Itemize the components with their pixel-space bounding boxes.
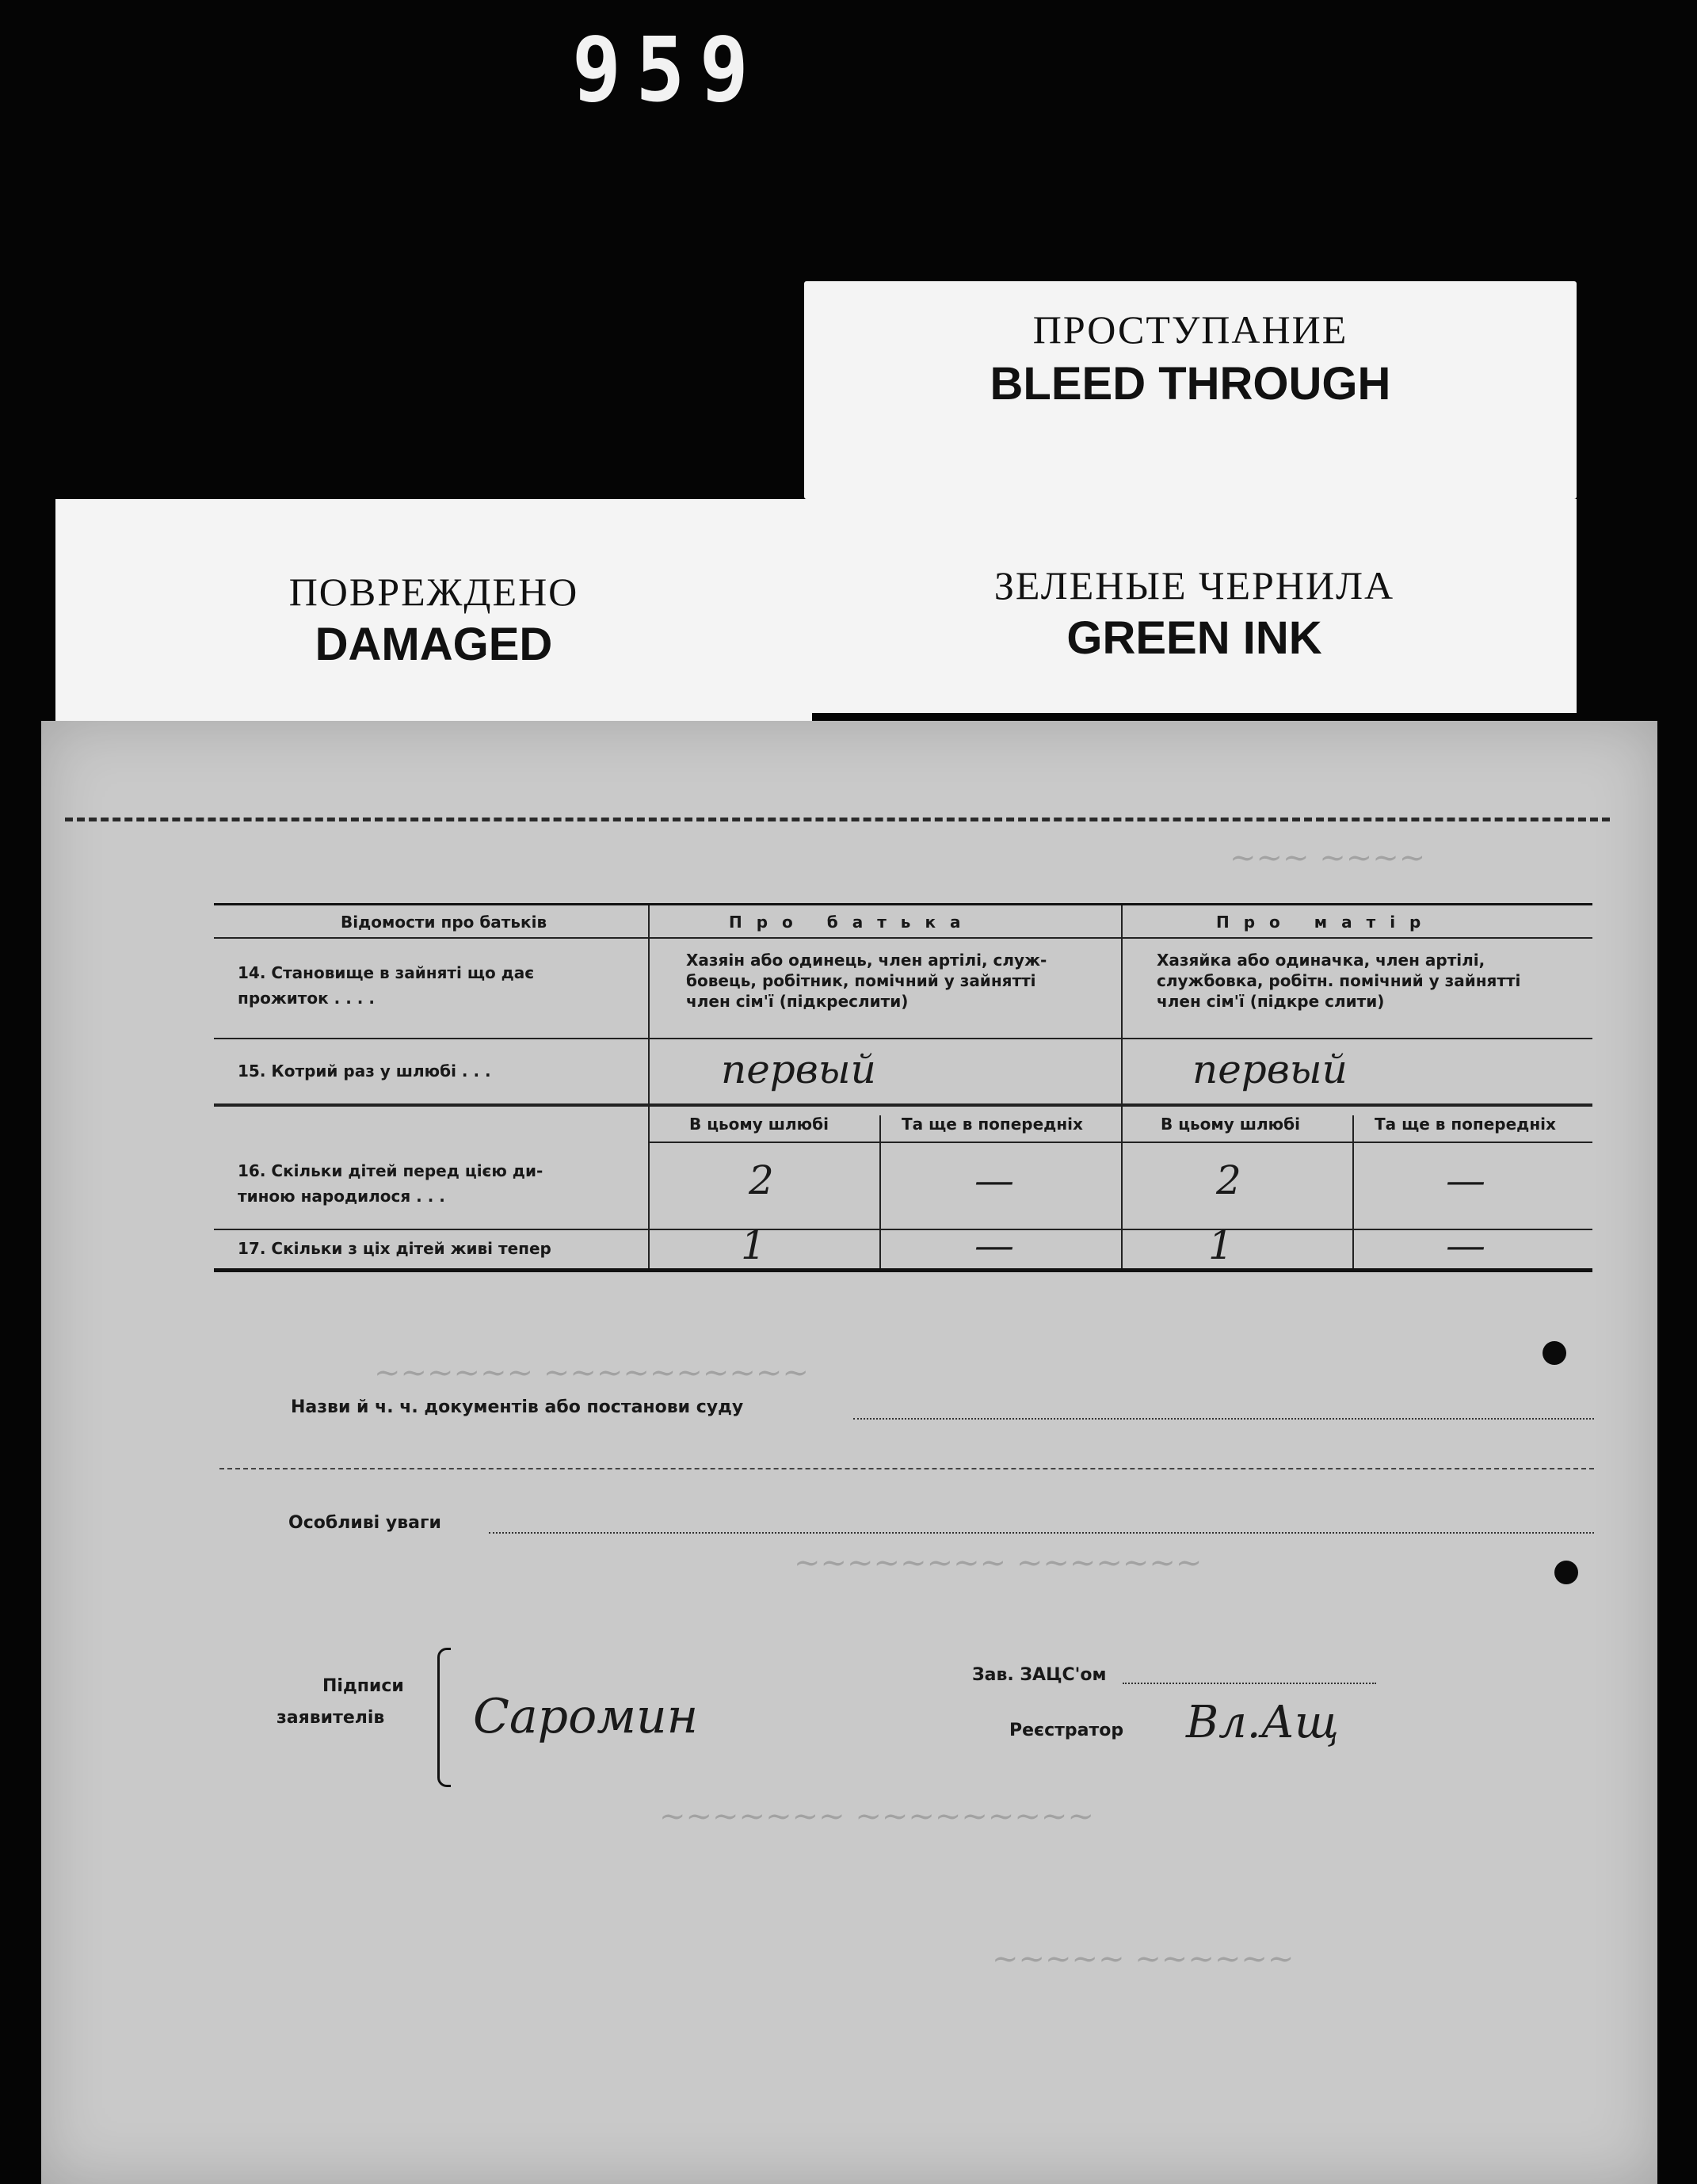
bleed-through-en: BLEED THROUGH xyxy=(990,358,1391,410)
row17-mother-this: 1 xyxy=(1208,1222,1234,1268)
punch-hole xyxy=(1543,1341,1566,1365)
green-ink-ru: ЗЕЛЕНЫЕ ЧЕРНИЛА xyxy=(993,563,1395,608)
green-ink-card xyxy=(812,499,1577,713)
row17-father-this: 1 xyxy=(741,1222,766,1268)
row14-father-options: бовець, робітник, помічний у зайнятті xyxy=(686,971,1036,990)
row17-label: 17. Скільки з ціх дітей живі тепер xyxy=(238,1239,551,1258)
parents-info-header: Відомости про батьків xyxy=(341,913,547,932)
row-divider xyxy=(214,1229,1592,1230)
mother-header: Про матір xyxy=(1216,913,1436,932)
frame-number: 959 xyxy=(572,19,764,122)
father-this-marriage-header: В цьому шлюбі xyxy=(689,1115,829,1134)
row14-father-options: член сім'ї (підкреслити) xyxy=(686,992,909,1011)
signatures-label-cont: заявителів xyxy=(276,1708,385,1728)
bleed-through-ghost-writing: ~~~ ~~~~ xyxy=(1230,840,1426,876)
damaged-en: DAMAGED xyxy=(315,619,553,670)
column-divider xyxy=(1352,1115,1354,1268)
registrar-label: Реєстратор xyxy=(1009,1721,1124,1740)
column-divider xyxy=(648,905,650,1268)
damaged-ru: ПОВРЕЖДЕНО xyxy=(288,570,579,614)
perforation-line xyxy=(65,818,1610,821)
damaged-card xyxy=(55,499,812,753)
bleed-through-ghost-writing: ~~~~~~~~ ~~~~~~~ xyxy=(794,1545,1203,1581)
documents-continuation-line xyxy=(219,1468,1594,1469)
registration-form-sheet xyxy=(41,721,1657,2184)
row14-label-cont: прожиток . . . . xyxy=(238,989,375,1008)
registrar-signature: Вл.Ащ xyxy=(1186,1697,1340,1748)
head-of-registry-label: Зав. ЗАЦС'ом xyxy=(972,1665,1107,1685)
row-divider xyxy=(214,937,1592,939)
column-divider xyxy=(879,1115,881,1268)
row15-father-value: первый xyxy=(721,1046,876,1092)
parents-info-table xyxy=(214,903,1592,1272)
row15-mother-value: первый xyxy=(1192,1046,1348,1092)
row16-father-this: 2 xyxy=(749,1157,774,1203)
applicant-signature: Саромин xyxy=(473,1689,699,1744)
row14-mother-options: Хазяйка або одиначка, член артілі, xyxy=(1157,951,1485,970)
documents-label: Назви й ч. ч. документів або постанови суду xyxy=(291,1397,744,1417)
row14-father-options: Хазяін або одинець, член артілі, служ- xyxy=(686,951,1047,970)
bleed-through-ghost-writing: ~~~~~~ ~~~~~~~~~~ xyxy=(374,1355,809,1391)
row16-mother-this: 2 xyxy=(1216,1157,1241,1203)
column-divider xyxy=(1121,905,1123,1268)
row-divider xyxy=(214,1038,1592,1039)
remarks-label: Особливі уваги xyxy=(288,1513,441,1533)
row16-label: 16. Скільки дітей перед цією ди- xyxy=(238,1161,543,1180)
father-header: Про батька xyxy=(729,913,975,932)
bleed-through-card xyxy=(804,281,1577,499)
punch-hole xyxy=(1554,1561,1578,1584)
row16-mother-prev: — xyxy=(1446,1157,1485,1203)
mother-this-marriage-header: В цьому шлюбі xyxy=(1161,1115,1300,1134)
row-divider xyxy=(214,1103,1592,1107)
bleed-through-ghost-writing: ~~~~~ ~~~~~~ xyxy=(992,1941,1295,1977)
signatures-bracket xyxy=(437,1648,451,1787)
row14-mother-options: службовка, робітн. помічний у зайнятті xyxy=(1157,971,1521,990)
father-previous-header: Та ще в попередніх xyxy=(902,1115,1083,1134)
row15-label: 15. Котрий раз у шлюбі . . . xyxy=(238,1062,491,1081)
row17-mother-prev: — xyxy=(1446,1222,1485,1268)
documents-dotted-line xyxy=(853,1418,1594,1420)
bleed-through-ghost-writing: ~~~~~~~ ~~~~~~~~~ xyxy=(659,1798,1094,1835)
bleed-through-ru: ПРОСТУПАНИЕ xyxy=(1032,307,1348,352)
mother-previous-header: Та ще в попередніх xyxy=(1375,1115,1556,1134)
head-signature-line xyxy=(1123,1683,1376,1684)
green-ink-en: GREEN INK xyxy=(1066,612,1322,664)
row17-father-prev: — xyxy=(974,1222,1014,1268)
row16-label-cont: тиною народилося . . . xyxy=(238,1187,445,1206)
row14-label: 14. Становище в зайняті що дає xyxy=(238,963,535,982)
row14-mother-options: член сім'ї (підкре слити) xyxy=(1157,992,1385,1011)
row16-father-prev: — xyxy=(974,1157,1014,1203)
signatures-label: Підписи xyxy=(322,1676,404,1696)
remarks-dotted-line xyxy=(489,1532,1594,1534)
row-divider xyxy=(648,1142,1592,1143)
